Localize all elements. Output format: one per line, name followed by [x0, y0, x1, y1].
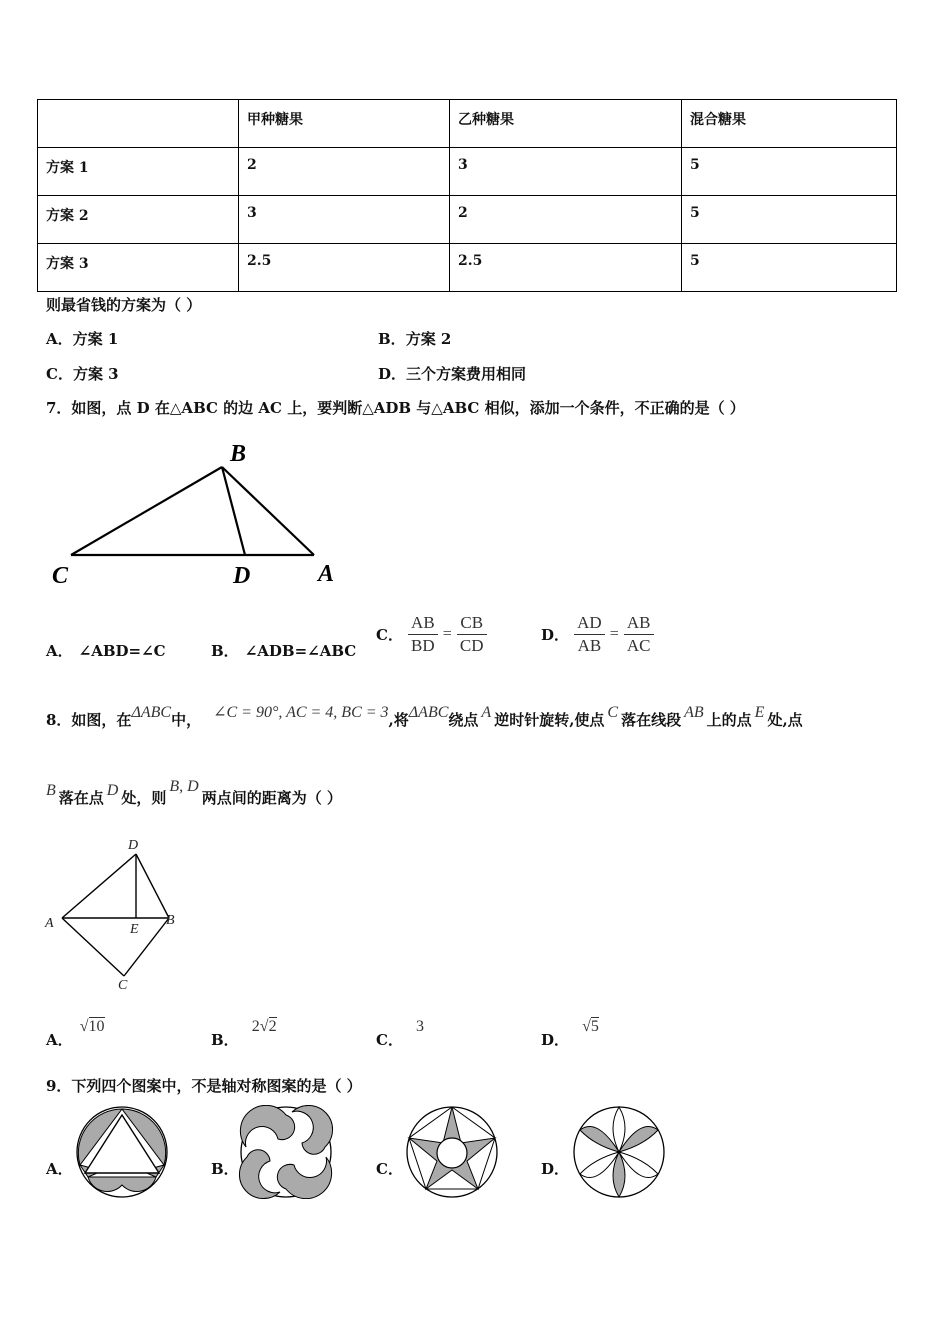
table-header-row [38, 100, 897, 148]
option-label: C． [46, 365, 73, 383]
q8-rotation-figure [40, 832, 190, 997]
sqrt-expression: 2√2 [251, 1018, 277, 1035]
q8-option-a[interactable] [46, 1015, 105, 1049]
label-c: C [52, 563, 69, 589]
q8-option-c[interactable] [376, 1015, 425, 1049]
label-d: D [233, 563, 251, 589]
label-a: A [318, 561, 335, 587]
fraction-ad-ab: $\frac{AD}{AB}$ [574, 612, 605, 657]
table-cell: 5 [682, 244, 897, 292]
option-label: A． [46, 1031, 73, 1049]
option-label: D． [541, 626, 570, 644]
q9-pattern-d [571, 1105, 667, 1199]
table-cell: 2 [450, 196, 682, 244]
option-label: B． [211, 642, 239, 660]
option-value: 3 [416, 1018, 425, 1035]
q6-option-d[interactable] [378, 363, 526, 384]
option-label: D． [541, 1031, 570, 1049]
sqrt-sign: √10 [79, 1018, 105, 1035]
option-label: C． [376, 1031, 403, 1049]
label-b: B [166, 913, 175, 928]
segment-bd [222, 467, 245, 555]
table-row [38, 148, 897, 196]
q6-option-a[interactable] [46, 328, 118, 349]
q9-pattern-b [238, 1105, 334, 1199]
table-cell: 方案 3 [38, 244, 239, 292]
option-label: B． [378, 330, 406, 348]
table-header-cell [38, 100, 239, 148]
segment-ac [62, 918, 124, 976]
side-cb [71, 467, 222, 555]
fraction-cb-cd: $\frac{CB}{CD}$ [457, 612, 487, 657]
label-e: E [130, 922, 139, 937]
segment-ad [62, 854, 136, 918]
q7-option-c[interactable]: C． $\frac{AB}{BD}$ = $\frac{CB}{CD}$ [376, 612, 487, 657]
table-cell: 方案 1 [38, 148, 239, 196]
option-label: A． [46, 330, 73, 348]
table-row [38, 196, 897, 244]
q8-option-d[interactable] [541, 1015, 599, 1049]
label-a: A [45, 916, 54, 931]
table-header-cell: 混合糖果 [682, 100, 897, 148]
table-row [38, 244, 897, 292]
q6-option-c[interactable] [46, 363, 119, 384]
q8-prompt-line2: B 落在点 D 处，则B, D两点间的距离为（ ） [46, 778, 342, 807]
q7-triangle-figure [40, 435, 360, 595]
q8-option-b[interactable] [211, 1015, 277, 1049]
q9-option-d-label[interactable]: D． [541, 1160, 570, 1178]
q7-option-a[interactable] [46, 640, 166, 661]
candy-table [37, 99, 897, 292]
q9-pattern-a [74, 1105, 170, 1199]
label-b: B [230, 441, 247, 467]
table-cell: 2.5 [450, 244, 682, 292]
q6-prompt: 则最省钱的方案为（ ） [46, 296, 202, 314]
fraction-ab-ac: $\frac{AB}{AC}$ [624, 612, 654, 657]
fraction-ab-bd: $\frac{AB}{BD}$ [408, 612, 438, 657]
q9-pattern-c [404, 1105, 500, 1199]
table-cell: 3 [450, 148, 682, 196]
label-c: C [118, 978, 128, 993]
option-text: 三个方案费用相同 [406, 365, 527, 383]
option-label: B． [211, 1031, 239, 1049]
table-cell: 3 [239, 196, 450, 244]
option-label: D． [378, 365, 407, 383]
q7-option-b[interactable] [211, 640, 356, 661]
segment-db [136, 854, 169, 918]
table-cell: 2 [239, 148, 450, 196]
option-text: ∠ADB=∠ABC [244, 642, 357, 660]
q8-prompt-line1: 8．如图，在ΔABC中， ∠C = 90°, AC = 4, BC = 3,将ΔABC绕点 A 逆时针旋转,使点 C 落在线段 AB 上的点 E 处,点 [46, 704, 803, 729]
label-d: D [128, 838, 139, 853]
table-cell: 2.5 [239, 244, 450, 292]
side-ba [222, 467, 314, 555]
option-text: ∠ABD=∠C [78, 642, 166, 660]
q9-option-b-label[interactable]: B． [211, 1160, 239, 1178]
table-cell: 方案 2 [38, 196, 239, 244]
table-cell: 5 [682, 148, 897, 196]
q9-option-a-label[interactable]: A． [46, 1160, 73, 1178]
table-header-cell: 乙种糖果 [450, 100, 682, 148]
option-text: 方案 1 [72, 330, 119, 348]
table-header-cell: 甲种糖果 [239, 100, 450, 148]
option-text: 方案 3 [72, 365, 119, 383]
option-label: C． [376, 626, 403, 644]
q6-option-b[interactable] [378, 328, 451, 349]
sqrt-sign: √5 [582, 1018, 599, 1035]
q7-prompt: 7．如图，点 D 在△ABC 的边 AC 上，要判断△ADB 与△ABC 相似，添加一个条件，不正确的是（ ） [46, 399, 745, 417]
q9-prompt: 9．下列四个图案中，不是轴对称图案的是（ ） [46, 1077, 362, 1095]
q7-option-d[interactable]: D． $\frac{AD}{AB}$ = $\frac{AB}{AC}$ [541, 612, 654, 657]
option-text: 方案 2 [405, 330, 452, 348]
q9-option-c-label[interactable]: C． [376, 1160, 403, 1178]
option-label: A． [46, 642, 73, 660]
table-cell: 5 [682, 196, 897, 244]
